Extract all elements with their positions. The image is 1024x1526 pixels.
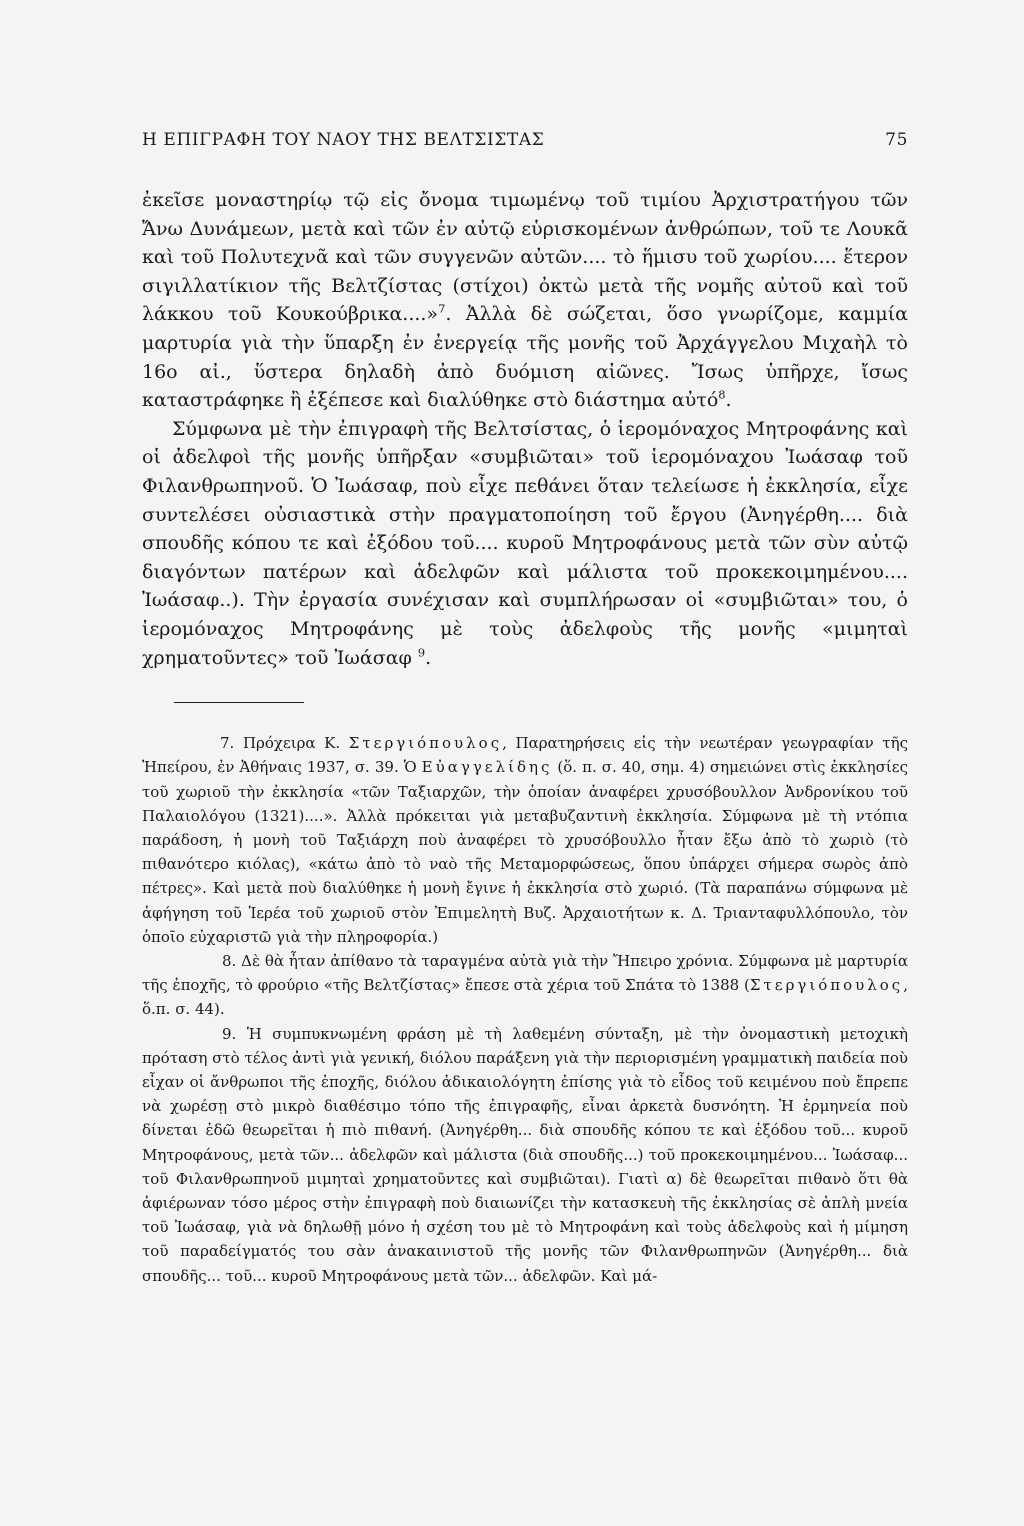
author-name: Στεργιόπουλος (749, 976, 904, 995)
footnote-7 (142, 731, 908, 949)
paragraph-2-text-b: . (425, 646, 432, 669)
page (142, 130, 908, 1288)
footnote-9 (142, 1022, 908, 1288)
running-title: Η ΕΠΙΓΡΑΦΗ ΤΟΥ ΝΑΟΥ ΤΗΣ ΒΕΛΤΣΙΣΤΑΣ (142, 130, 545, 150)
paragraph-1-text-a: ἐκεῖσε μοναστηρίῳ τῷ εἰς ὄνομα τιμωμένῳ τοῦ τιμίου Ἀρχιστρατήγου τῶν Ἄνω Δυνάμεων, μετὰ καὶ τῶν ἐν αὐτῷ εὑρισκομένων ἀνθρώπων, τοῦ τε Λουκᾶ καὶ τοῦ Πολυτεχνᾶ καὶ τῶν συγγενῶν αὐτῶν.... τὸ ἥμισυ τοῦ χωρίου.... ἕτερον σιγιλλατίκιον τῆς Βελτζίστας (στίχοι) ὀκτὼ μετὰ τῆς νομῆς αὐτοῦ καὶ τοῦ λάκκου τοῦ Κουκούβρικα....» (142, 189, 908, 326)
footnote-ref-7: 7 (438, 302, 446, 317)
footnote-9-text: Ἡ συμπυκνωμένη φράση μὲ τὴ λαθεμένη σύνταξη, μὲ τὴν ὀνομαστικὴ μετοχικὴ πρόταση στὸ τέλος ἀντὶ γιὰ γενική, διόλου παράξενη γιὰ τὴν περιορισμένη γραμματικὴ παιδεία ποὺ εἶχαν οἱ ἄνθρωποι τῆς ἐποχῆς, διόλου ἀδικαιολόγητη ἐπίσης γιὰ τὸ εἶδος τοῦ κειμένου ποὺ ἔπρεπε νὰ χωρέσῃ στὸ μικρὸ διαθέσιμο τόπο τῆς ἐπιγραφῆς, εἶναι ἀρκετὰ δυσνόητη. Ἡ ἑρμηνεία ποὺ δίνεται ἐδῶ θεωρεῖται ἡ πιὸ πιθανή. (Ἀνηγέρθη... διὰ σπουδῆς κόπου τε καὶ ἐξόδου τοῦ... κυροῦ Μητροφάνους, μετὰ τῶν... ἀδελφῶν καὶ μάλιστα (διὰ σπουδῆς...) τοῦ προκεκοιμημένου... Ἰωάσαφ... τοῦ Φιλανθρωπηνοῦ μιμηταὶ χρηματοῦντες καὶ συμβιῶται). Γιατὶ α) δὲ θεωρεῖται πιθανὸ ὅτι θὰ ἀφιέρωναν τόσο μέρος στὴν ἐπιγραφὴ ποὺ διαιωνίζει τὴν κατασκευὴ τῆς ἐκκλησίας σὲ ἁπλὴ μνεία τοῦ Ἰωάσαφ, γιὰ νὰ δηλωθῇ μόνο ἡ σχέση του μὲ τὸ Μητροφάνη καὶ τοὺς ἀδελφοὺς καὶ ἡ μίμηση τοῦ παραδείγματός του σὰν ἀνακαινιστοῦ τῆς μονῆς τῶν Φιλανθρωπηνῶν (Ἀνηγέρθη... διὰ σπουδῆς... τοῦ... κυροῦ Μητροφάνους μετὰ τῶν... ἀδελφῶν. Καὶ μά- (142, 1024, 908, 1285)
footnote-8 (142, 949, 908, 1022)
paragraph-1 (142, 186, 908, 415)
footnote-7-number: 7. (220, 734, 235, 753)
author-name: Στεργιόπουλος (348, 734, 503, 753)
footnotes (142, 731, 908, 1288)
author-name: Εὐαγγελίδης (421, 758, 553, 777)
page-number: 75 (885, 130, 908, 150)
main-text (142, 186, 908, 672)
paragraph-1-text-b: . Ἀλλὰ δὲ σώζεται, ὅσο γνωρίζομε, καμμία μαρτυρία γιὰ τὴν ὕπαρξη ἐν ἐνεργείᾳ τῆς μονῆς τοῦ Ἀρχάγγελου Μιχαὴλ τὸ 16ο αἰ., ὕστερα δηλαδὴ ἀπὸ δυόμιση αἰῶνες. Ἴσως ὑπῆρχε, ἴσως καταστράφηκε ἢ ἐξέπεσε καὶ διαλύθηκε στὸ διάστημα αὐτό (142, 303, 908, 412)
footnote-8-number: 8. (222, 951, 237, 970)
paragraph-1-text-c: . (725, 389, 732, 412)
footnote-ref-8: 8 (718, 387, 726, 402)
paragraph-2 (142, 415, 908, 672)
footnote-8-text: , ὅ.π. σ. 44). (142, 976, 908, 1019)
footnote-9-number: 9. (222, 1024, 237, 1043)
footnote-separator (174, 702, 304, 703)
footnote-ref-9: 9 (417, 645, 426, 660)
footnote-8-text: Δὲ θὰ ἦταν ἀπίθανο τὰ ταραγμένα αὐτὰ γιὰ τὴν Ἤπειρο χρόνια. Σύμφωνα μὲ μαρτυρία τῆς ἐποχῆς, τὸ φρούριο «τῆς Βελτζίστας» ἔπεσε στὰ χέρια τοῦ Σπάτα τὸ 1388 ( (142, 951, 908, 995)
paragraph-2-text-a: Σύμφωνα μὲ τὴν ἐπιγραφὴ τῆς Βελτσίστας, ὁ ἱερομόναχος Μητροφάνης καὶ οἱ ἀδελφοὶ τῆς μονῆς ὑπῆρξαν «συμβιῶται» τοῦ ἱερομόναχου Ἰωάσαφ τοῦ Φιλανθρωπηνοῦ. Ὁ Ἰωάσαφ, ποὺ εἶχε πεθάνει ὅταν τελείωσε ἡ ἐκκλησία, εἶχε συντελέσει οὐσιαστικὰ στὴν πραγματοποίηση τοῦ ἔργου (Ἀνηγέρθη.... διὰ σπουδῆς κόπου τε καὶ ἐξόδου τοῦ.... κυροῦ Μητροφάνους μετὰ τῶν σὺν αὐτῷ διαγόντων πατέρων καὶ ἀδελφῶν καὶ μάλιστα τοῦ προκεκοιμημένου.... Ἰωάσαφ..). Τὴν ἐργασία συνέχισαν καὶ συμπλήρωσαν οἱ «συμβιῶται» του, ὁ ἱερομόναχος Μητροφάνης μὲ τοὺς ἀδελφοὺς τῆς μονῆς «μιμηταὶ χρηματοῦντες» τοῦ Ἰωάσαφ (142, 417, 908, 669)
running-header (142, 130, 908, 156)
footnote-7-text: Πρόχειρα Κ. (242, 734, 341, 753)
footnote-7-text: , Παρατηρήσεις εἰς τὴν νεωτέραν γεωγραφίαν τῆς Ἠπείρου, ἐν Ἀθήναις 1937, σ. 39. Ὁ (142, 734, 908, 777)
footnote-7-text: (ὅ. π. σ. 40, σημ. 4) σημειώνει στὶς ἐκκλησίες τοῦ χωριοῦ τὴν ἐκκλησία «τῶν Ταξιαρχῶν, τὴν ὁποίαν ἀναφέρει χρυσόβουλλον Ἀνδρονίκου τοῦ Παλαιολόγου (1321)....». Ἀλλὰ πρόκειται γιὰ μεταβυζαντινὴ ἐκκλησία. Σύμφωνα μὲ τὴ ντόπια παράδοση, ἡ μονὴ τοῦ Ταξιάρχη ποὺ ἀναφέρει τὸ χρυσόβουλλο ἦταν ἔξω ἀπὸ τὸ χωριὸ (τὸ πιθανότερο κιόλας), «κάτω ἀπὸ τὸ ναὸ τῆς Μεταμορφώσεως, ὅπου ὑπάρχει σήμερα σωρὸς ἀπὸ πέτρες». Καὶ μετὰ ποὺ διαλύθηκε ἡ μονὴ ἔγινε ἡ ἐκκλησία στὸ χωριό. (Τὰ παραπάνω σύμφωνα μὲ ἀφήγηση τοῦ Ἱερέα τοῦ χωριοῦ στὸν Ἐπιμελητὴ Βυζ. Ἀρχαιοτήτων κ. Δ. Τριανταφυλλόπουλο, τὸν ὁποῖο εὐχαριστῶ γιὰ τὴν πληροφορία.) (142, 758, 908, 946)
